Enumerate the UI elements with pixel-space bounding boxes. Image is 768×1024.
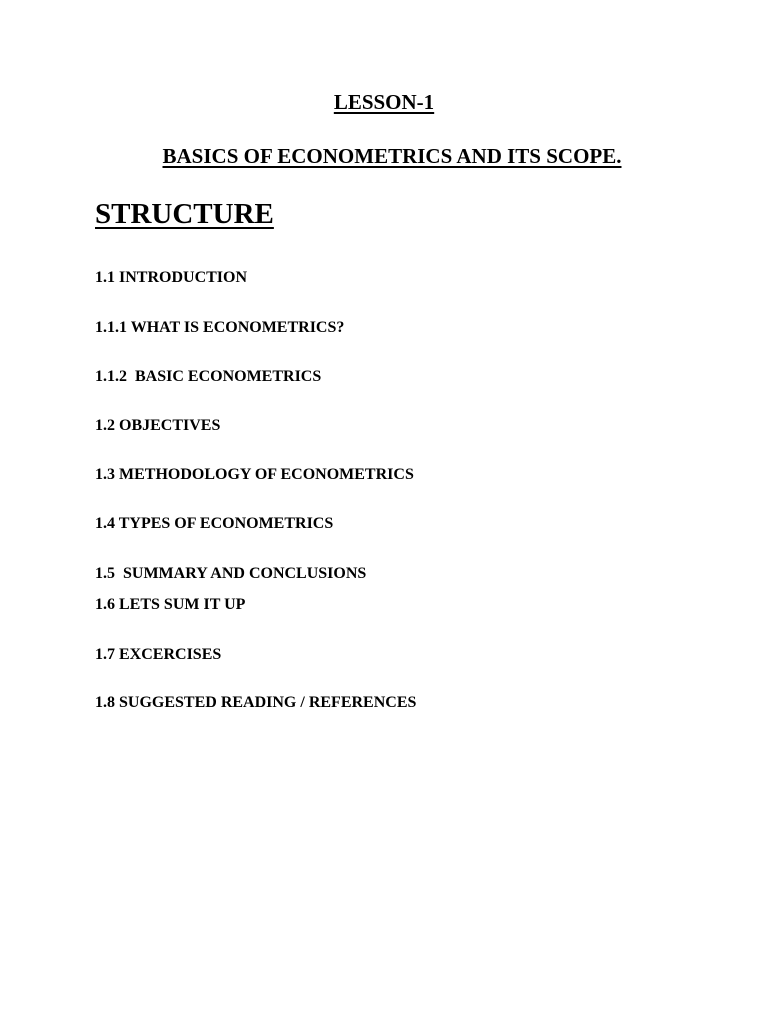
structure-heading: STRUCTURE — [95, 198, 274, 230]
toc-item-basic-econometrics: 1.1.2 BASIC ECONOMETRICS — [95, 368, 322, 385]
toc-item-types: 1.4 TYPES OF ECONOMETRICS — [95, 515, 334, 532]
lesson-title: LESSON-1 — [333, 90, 435, 114]
toc-item-summary: 1.5 SUMMARY AND CONCLUSIONS — [95, 565, 367, 582]
toc-item-excercises: 1.7 EXCERCISES — [95, 646, 222, 663]
toc-item-suggested-reading: 1.8 SUGGESTED READING / REFERENCES — [95, 694, 417, 711]
toc-item-what-is-econometrics: 1.1.1 WHAT IS ECONOMETRICS? — [95, 319, 345, 336]
toc-item-methodology: 1.3 METHODOLOGY OF ECONOMETRICS — [95, 466, 414, 483]
toc-item-lets-sum-it-up: 1.6 LETS SUM IT UP — [95, 596, 246, 613]
toc-item-objectives: 1.2 OBJECTIVES — [95, 417, 221, 434]
toc-item-introduction: 1.1 INTRODUCTION — [95, 269, 248, 286]
lesson-subtitle: BASICS OF ECONOMETRICS AND ITS SCOPE. — [162, 144, 622, 168]
